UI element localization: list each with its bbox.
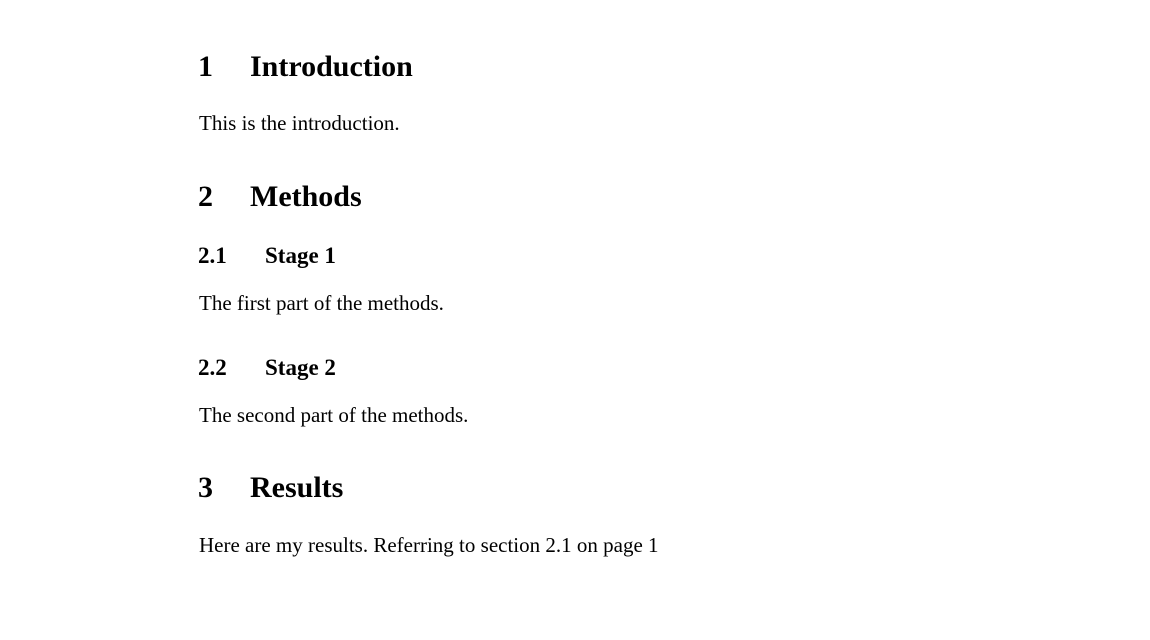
subsection-title: Stage 2 <box>265 355 336 380</box>
paragraph-introduction: This is the introduction. <box>199 111 400 135</box>
subsection-title: Stage 1 <box>265 243 336 268</box>
paragraph-stage-2: The second part of the methods. <box>199 403 469 427</box>
section-heading-methods <box>198 180 362 213</box>
heading-line <box>198 180 362 213</box>
subsection-heading-stage-1 <box>198 243 336 268</box>
section-heading-introduction <box>198 50 413 83</box>
paragraph-results: Here are my results. Referring to section 2.1 on page 1 <box>199 533 659 557</box>
heading-line <box>198 355 336 380</box>
section-number: 1 <box>198 50 213 83</box>
paragraph-stage-1: The first part of the methods. <box>199 291 444 315</box>
heading-line <box>198 471 343 504</box>
subsection-number: 2.1 <box>198 243 227 268</box>
heading-line <box>198 50 413 83</box>
section-heading-results <box>198 471 343 504</box>
section-number: 2 <box>198 180 213 213</box>
heading-line <box>198 243 336 268</box>
section-title: Introduction <box>250 50 413 83</box>
section-number: 3 <box>198 471 213 504</box>
subsection-number: 2.2 <box>198 355 227 380</box>
section-title: Results <box>250 471 344 504</box>
subsection-heading-stage-2 <box>198 355 336 380</box>
section-title: Methods <box>250 180 362 213</box>
